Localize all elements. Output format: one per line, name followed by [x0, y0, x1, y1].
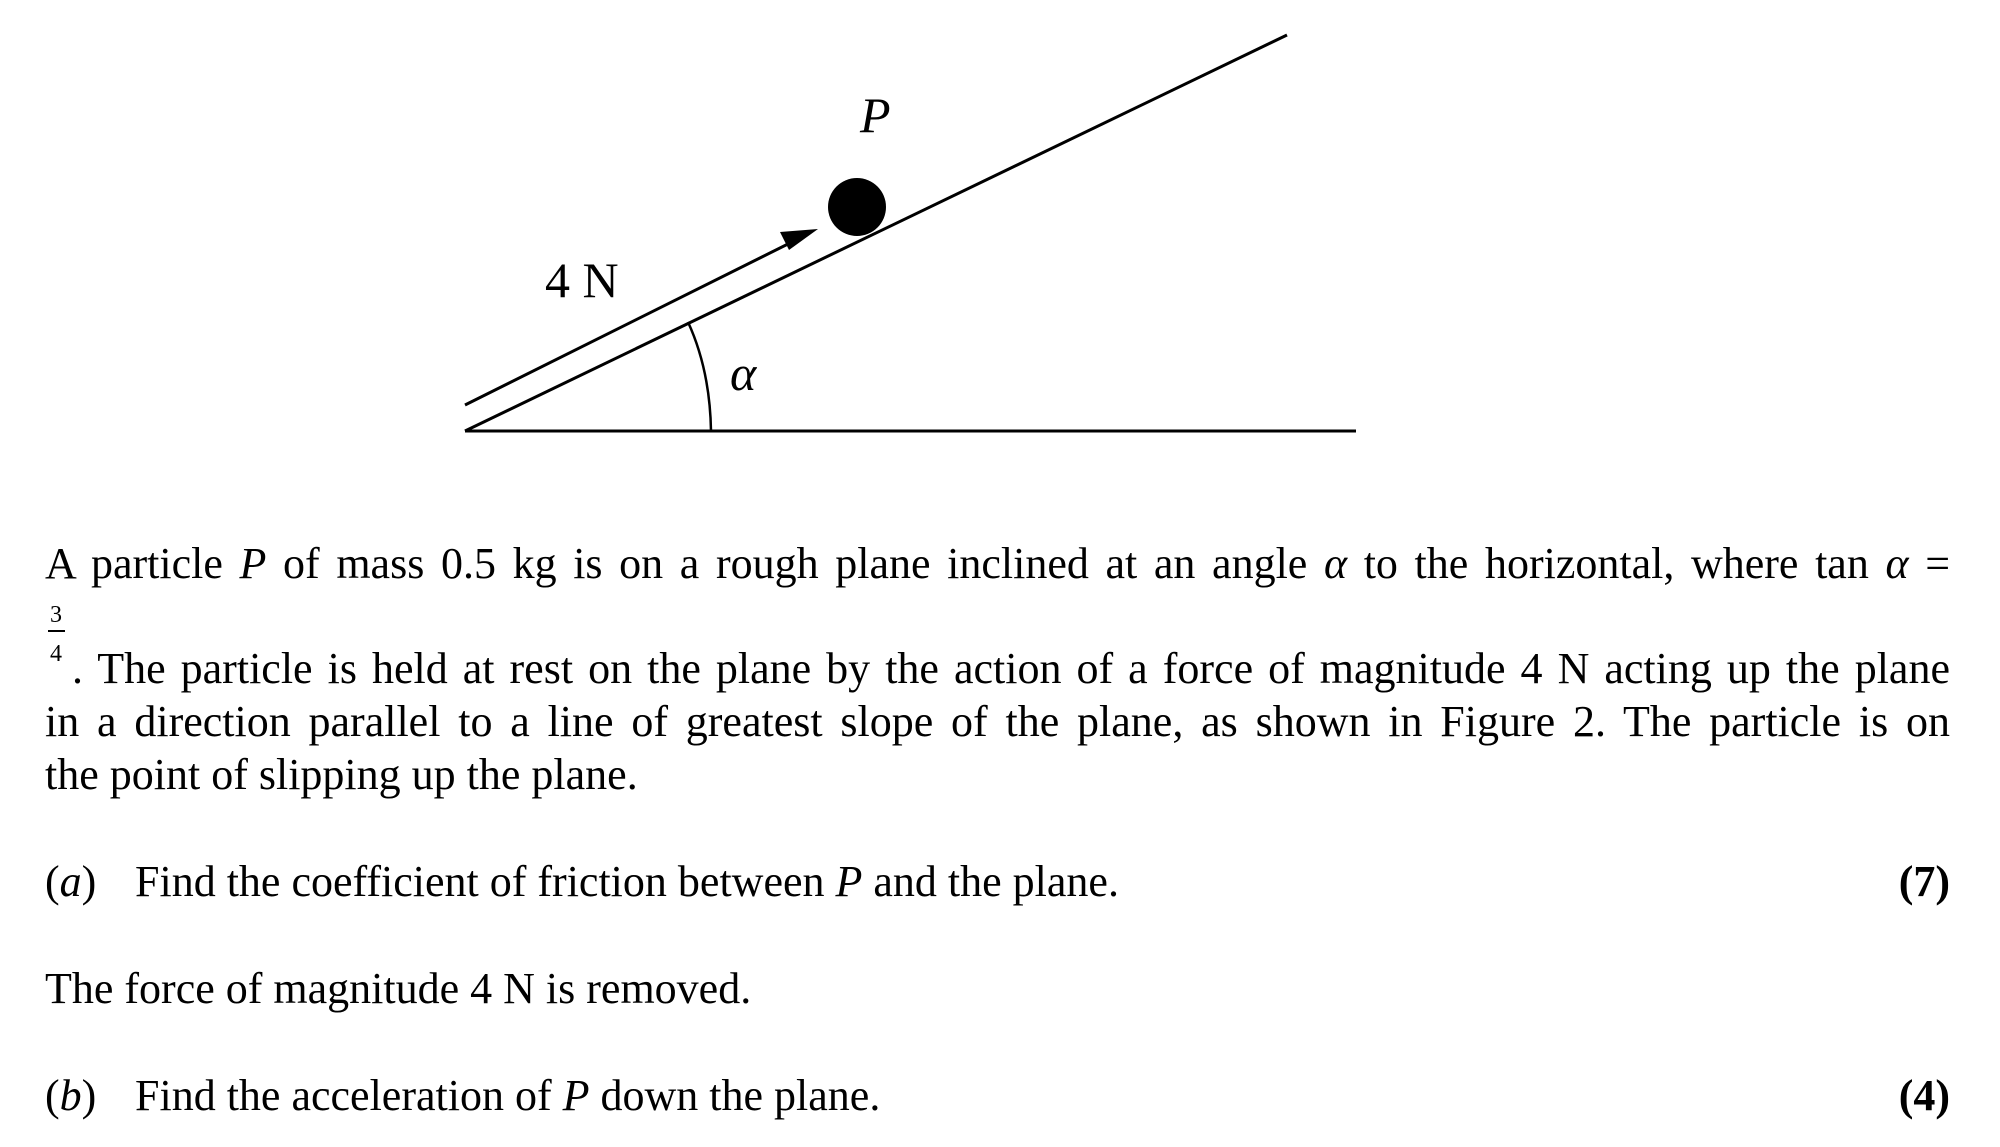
part-b-marks: (4) — [1898, 1071, 1950, 1120]
force-label: 4 N — [545, 252, 619, 308]
inclined-plane-figure — [0, 0, 2000, 470]
force-removed-statement: The force of magnitude 4 N is removed. — [45, 964, 752, 1013]
particle-symbol: P — [562, 1071, 590, 1120]
intro-line-2: . The particle is held at rest on the plane by the action of a force of magnitude 4 N acting up the plane — [72, 644, 1950, 693]
tan-fraction-bar — [48, 630, 65, 632]
part-b — [45, 1070, 1950, 1130]
particle-symbol: P — [239, 539, 267, 588]
part-a — [45, 856, 1950, 916]
force-arrowhead — [780, 229, 818, 250]
angle-label: α — [730, 345, 757, 401]
tan-fraction-numerator: 3 — [50, 602, 62, 628]
alpha-symbol: α — [1323, 539, 1348, 588]
particle-symbol: P — [835, 857, 863, 906]
intro-line-4: the point of slipping up the plane. — [45, 750, 638, 799]
part-a-text: Find the coefficient of friction between P and the plane. — [135, 857, 1119, 906]
angle-arc — [688, 322, 711, 431]
intro-line-3: in a direction parallel to a line of greatest slope of the plane, as shown in Figure 2. The particle is on — [45, 697, 1950, 746]
particle-p — [828, 178, 886, 236]
alpha-symbol: α — [1885, 539, 1909, 588]
part-a-marks: (7) — [1898, 857, 1950, 906]
part-a-label: (a) — [45, 857, 97, 906]
part-b-label: (b) — [45, 1071, 97, 1120]
tan-fraction-denominator: 4 — [50, 641, 62, 667]
part-b-text: Find the acceleration of P down the plane. — [135, 1071, 881, 1120]
intro-line-1: A particle P of mass 0.5 kg is on a rough plane inclined at an angle α to the horizontal, where tan α = — [45, 539, 1951, 588]
particle-label: P — [860, 87, 891, 143]
